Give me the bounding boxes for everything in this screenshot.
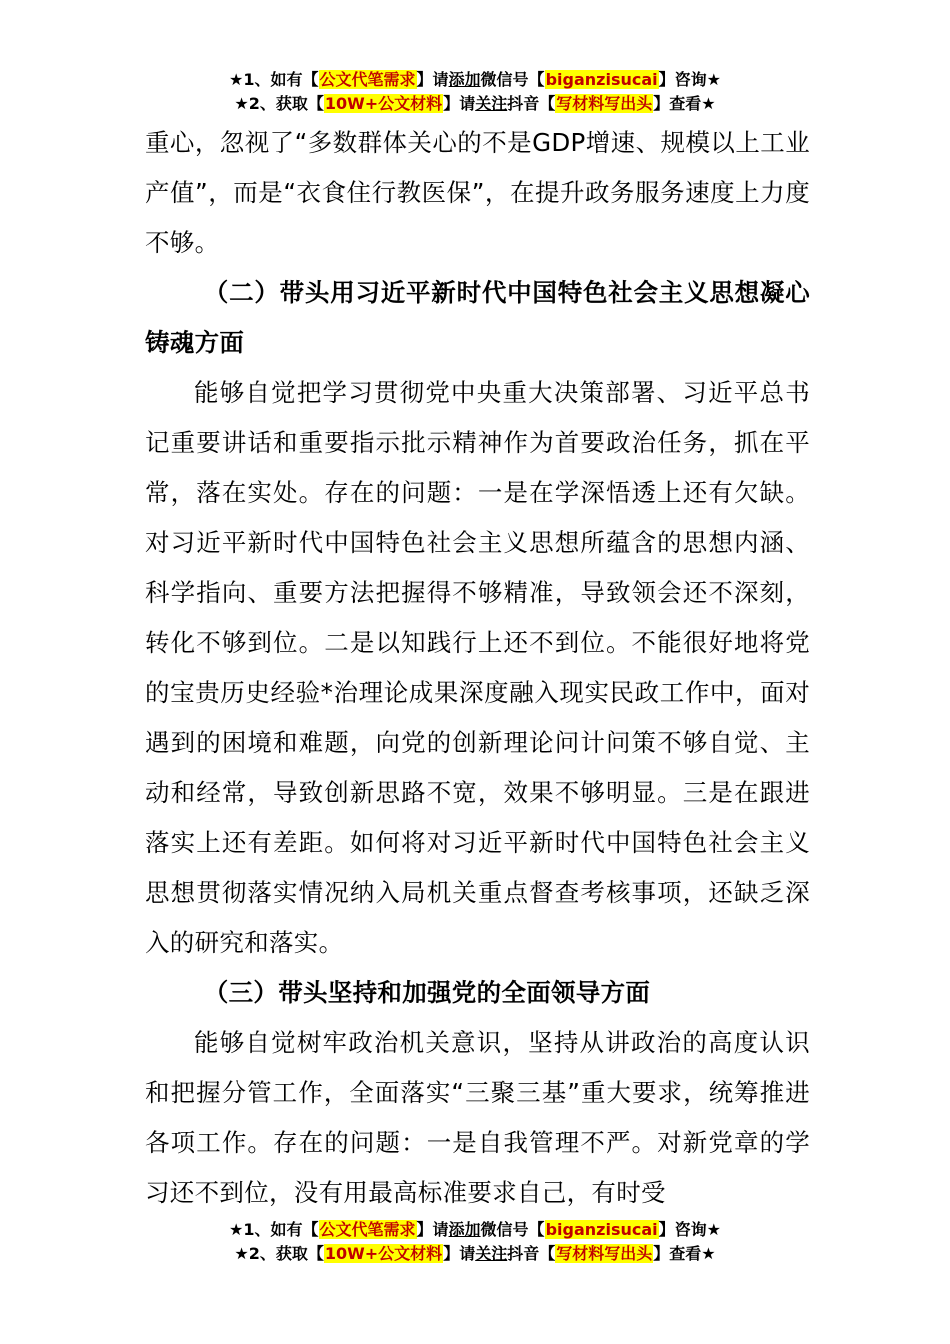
banner-text: ★2、获取【 (234, 1244, 324, 1263)
underline-text: 添加 (448, 70, 481, 89)
banner-text: 抖音【 (507, 94, 556, 113)
highlight-text: biganzisucai (545, 1220, 658, 1239)
banner-line-2 (0, 92, 950, 116)
underline-text: 关注 (475, 94, 508, 113)
footer-banner (0, 1218, 950, 1266)
highlight-text: 10W+公文材料 (324, 1244, 443, 1263)
banner-line-2 (0, 1242, 950, 1266)
underline-text: 添加 (448, 1220, 481, 1239)
body-paragraph-2: 能够自觉把学习贯彻党中央重大决策部署、习近平总书记重要讲话和重要指示批示精神作为首要政治任务，抓在平常，落在实处。存在的问题：一是在学深悟透上还有欠缺。对习近平新时代中国特色社会主义思想所蕴含的思想内涵、科学指向、重要方法把握得不够精准，导致领会还不深刻，转化不够到位。二是以知践行上还不到位。不能很好地将党的宝贵历史经验*治理论成果深度融入现实民政工作中，面对遇到的困境和难题，向党的创新理论问计问策不够自觉、主动和经常，导致创新思路不宽，效果不够明显。三是在跟进落实上还有差距。如何将对习近平新时代中国特色社会主义思想贯彻落实情况纳入局机关重点督查考核事项，还缺乏深入的研究和落实。 (145, 378, 810, 957)
highlight-text: 写材料写出头 (556, 1244, 653, 1263)
banner-text: 】咨询★ (658, 70, 721, 89)
highlight-text: 写材料写出头 (556, 94, 653, 113)
banner-text: 微信号【 (480, 1220, 545, 1239)
banner-text: 】查看★ (653, 1244, 716, 1263)
banner-text: 】请 (443, 94, 476, 113)
header-banner (0, 68, 950, 116)
body-paragraph-3: 能够自觉树牢政治机关意识，坚持从讲政治的高度认识和把握分管工作，全面落实“三聚三基”重大要求，统筹推进各项工作。存在的问题：一是自我管理不严。对新党章的学习还不到位，没有用最高标准要求自己，有时受 (145, 1028, 810, 1207)
banner-text: 】请 (416, 1220, 449, 1239)
banner-text: ★2、获取【 (234, 94, 324, 113)
document-body (145, 118, 810, 1218)
highlight-text: 公文代笔需求 (319, 1220, 416, 1239)
banner-text: 抖音【 (507, 1244, 556, 1263)
highlight-text: biganzisucai (545, 70, 658, 89)
banner-text: 】咨询★ (658, 1220, 721, 1239)
banner-text: ★1、如有【 (229, 70, 319, 89)
banner-text: 】请 (416, 70, 449, 89)
banner-line-1 (0, 68, 950, 92)
banner-text: 微信号【 (480, 70, 545, 89)
body-paragraph-1: 重心，忽视了“多数群体关心的不是GDP增速、规模以上工业产值”，而是“衣食住行教医保”，在提升政务服务速度上力度不够。 (145, 128, 810, 257)
underline-text: 关注 (475, 1244, 508, 1263)
section-heading-3: （三）带头坚持和加强党的全面领导方面 (203, 978, 651, 1007)
highlight-text: 公文代笔需求 (319, 70, 416, 89)
section-heading-2: （二）带头用习近平新时代中国特色社会主义思想凝心铸魂方面 (145, 278, 810, 357)
banner-line-1 (0, 1218, 950, 1242)
banner-text: 】查看★ (653, 94, 716, 113)
banner-text: ★1、如有【 (229, 1220, 319, 1239)
banner-text: 】请 (443, 1244, 476, 1263)
highlight-text: 10W+公文材料 (324, 94, 443, 113)
